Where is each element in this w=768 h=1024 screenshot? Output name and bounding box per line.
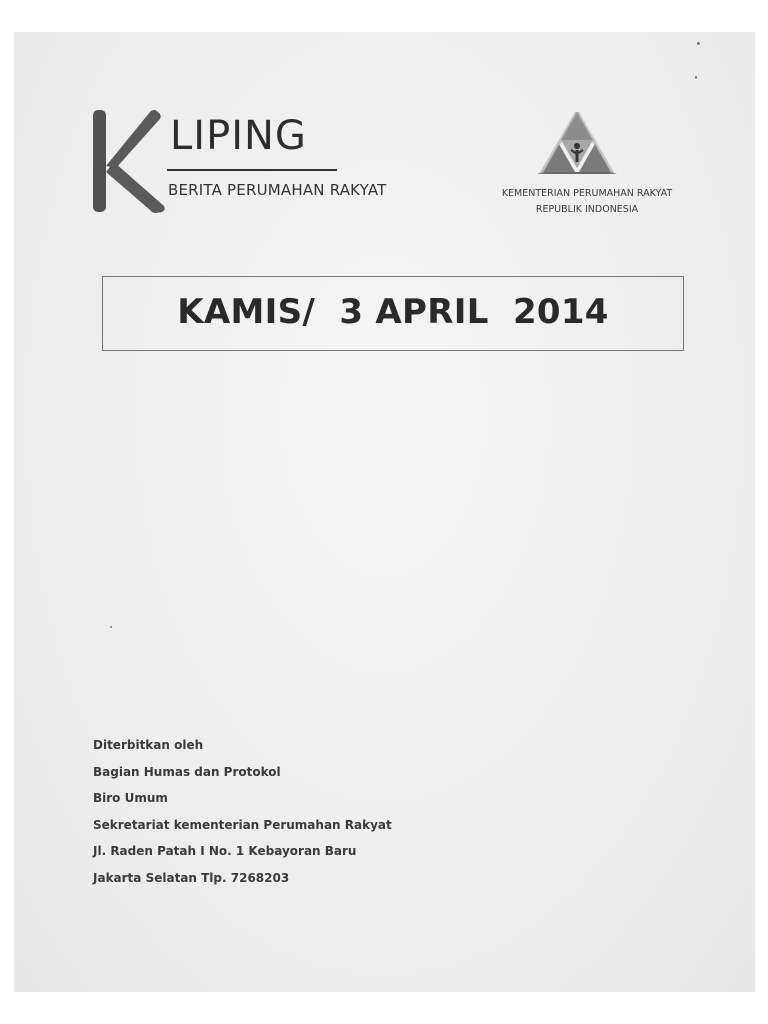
kliping-k-logo-icon [92,108,166,214]
publisher-line: Sekretariat kementerian Perumahan Rakyat [93,817,392,832]
publisher-line: Diterbitkan oleh [93,738,204,752]
logo-title: LIPING [170,113,307,159]
ministry-line-1: KEMENTERIAN PERUMAHAN RAKYAT [501,188,673,199]
logo-underline [167,169,337,171]
publisher-info [93,736,392,896]
ministry-line-2: REPUBLIK INDONESIA [535,204,639,215]
scan-speck [695,76,697,79]
date-box [102,276,684,351]
housing-ministry-emblem-icon [535,110,619,178]
publisher-line: Bagian Humas dan Protokol [93,764,281,779]
scan-speck [697,42,700,45]
ministry-name [478,186,696,218]
logo-subtitle: BERITA PERUMAHAN RAKYAT [168,181,387,199]
publisher-line: Jl. Raden Patah I No. 1 Kebayoran Baru [93,844,357,859]
publisher-line: Biro Umum [93,791,168,806]
publisher-line: Jakarta Selatan Tlp. 7268203 [93,870,290,885]
date-text: KAMIS/ 3 APRIL 2014 [177,291,609,332]
scan-speck [110,626,112,628]
